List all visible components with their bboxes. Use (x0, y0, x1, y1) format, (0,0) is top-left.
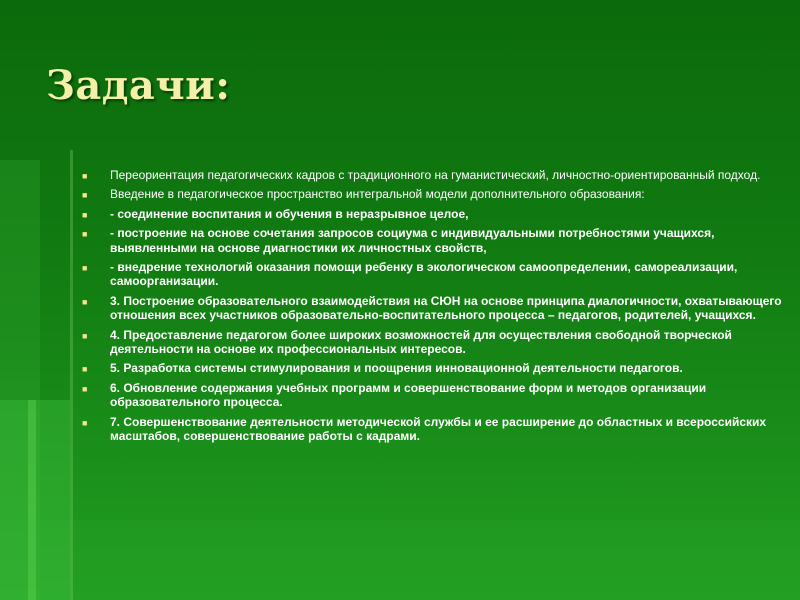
decorative-stripe (28, 400, 36, 600)
square-bullet-icon: ■ (82, 190, 88, 201)
decorative-block (0, 520, 800, 600)
square-bullet-icon: ■ (82, 209, 88, 220)
list-item (82, 294, 782, 323)
list-item (82, 328, 782, 357)
square-bullet-icon: ■ (82, 383, 88, 394)
square-bullet-icon: ■ (82, 364, 88, 375)
square-bullet-icon: ■ (82, 330, 88, 341)
list-item-text: - соединение воспитания и обучения в неразрывное целое, (110, 206, 469, 221)
list-item-text: 3. Построение образовательного взаимодействия на СЮН на основе принципа диалогичности, охватывающего отношения всех участников образовательно-воспитательного процесса – педагогов, родителей, учащихся. (110, 293, 782, 323)
decorative-stripe (70, 150, 73, 600)
list-item-text: - внедрение технологий оказания помощи ребенку в экологическом самоопределении, самореализации, самоорганизации. (110, 260, 738, 289)
list-item-text: Введение в педагогическое пространство интегральной модели дополнительного образования: (110, 187, 645, 202)
square-bullet-icon: ■ (82, 296, 88, 307)
list-item-text: Переориентация педагогических кадров с традиционного на гуманистический, личностно-ориентированный подход. (110, 168, 761, 182)
list-item-text: 6. Обновление содержания учебных программ и совершенствование форм и методов организации образовательного процесса. (110, 380, 707, 410)
list-item (82, 168, 782, 182)
list-item (82, 260, 782, 289)
list-item (82, 187, 782, 201)
square-bullet-icon: ■ (82, 263, 88, 274)
list-item (82, 226, 782, 255)
list-item-text: - построение на основе сочетания запросов социума с индивидуальными потребностями учащихся, выявленными на основе диагностики их личностных свойств, (110, 226, 715, 255)
list-item-text: 4. Предоставление педагогом более широких возможностей для осуществления свободной творческой деятельности на основе их профессиональных интересов. (110, 327, 732, 357)
list-item-text: 5. Разработка системы стимулирования и поощрения инновационной деятельности педагогов. (110, 361, 683, 376)
square-bullet-icon: ■ (82, 171, 88, 181)
slide-title: Задачи: (46, 62, 231, 109)
square-bullet-icon: ■ (82, 417, 88, 428)
list-item (82, 381, 782, 410)
list-item (82, 415, 782, 444)
list-item (82, 207, 782, 221)
list-item-text: 7. Совершенствование деятельности методической службы и ее расширение до областных и всероссийских масштабов, совершенствование работы с кадрами. (110, 414, 767, 444)
square-bullet-icon: ■ (82, 229, 88, 240)
bullet-list (82, 168, 782, 449)
list-item (82, 361, 782, 375)
